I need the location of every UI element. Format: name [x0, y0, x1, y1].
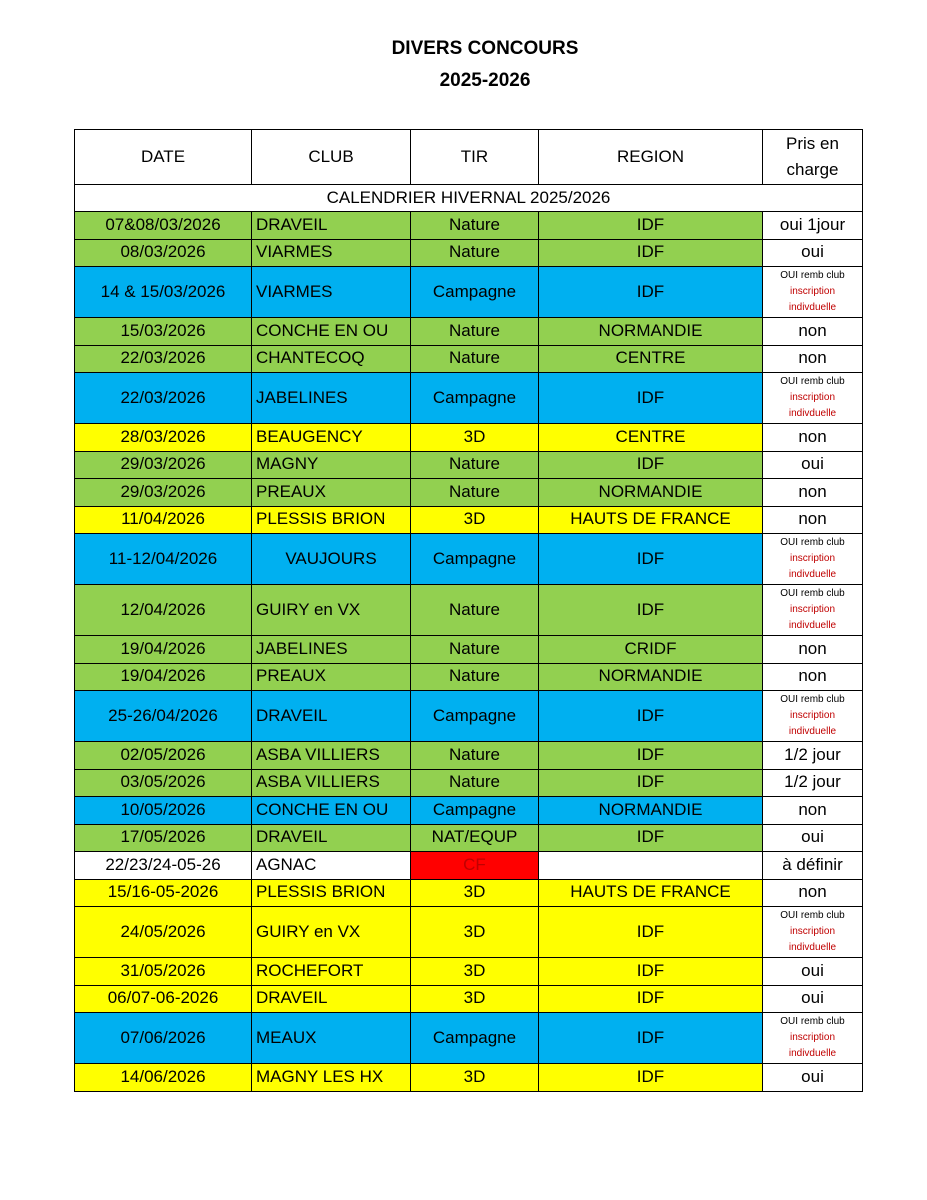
table-row: [75, 534, 863, 585]
cell-tir: 3D: [411, 985, 539, 1013]
cell-date: 07&08/03/2026: [75, 212, 252, 240]
table-row: [75, 424, 863, 452]
note-line: indivduelle: [788, 408, 837, 419]
cell-region: CENTRE: [539, 345, 763, 373]
cell-date: 11-12/04/2026: [75, 534, 252, 585]
cell-region: NORMANDIE: [539, 663, 763, 691]
table-row: [75, 479, 863, 507]
cell-tir: Nature: [411, 212, 539, 240]
cell-prise: oui: [763, 451, 863, 479]
header-tir: TIR: [411, 130, 539, 185]
cell-club: CONCHE EN OU: [252, 318, 411, 346]
table-row: [75, 691, 863, 742]
cell-tir: Nature: [411, 585, 539, 636]
cell-club: PLESSIS BRION: [252, 506, 411, 534]
cell-prise: oui 1jour: [763, 212, 863, 240]
cell-prise: non: [763, 797, 863, 825]
cell-tir: Campagne: [411, 1013, 539, 1064]
cell-tir: Campagne: [411, 267, 539, 318]
cell-region: NORMANDIE: [539, 797, 763, 825]
cell-tir: Campagne: [411, 534, 539, 585]
table-row: [75, 318, 863, 346]
cell-prise: non: [763, 424, 863, 452]
note-line: OUI remb club: [780, 910, 845, 921]
cell-club: PREAUX: [252, 663, 411, 691]
cell-region: CRIDF: [539, 636, 763, 664]
cell-region: HAUTS DE FRANCE: [539, 879, 763, 907]
cell-club: DRAVEIL: [252, 824, 411, 852]
cell-tir: Nature: [411, 345, 539, 373]
cell-tir: Nature: [411, 636, 539, 664]
cell-tir: 3D: [411, 958, 539, 986]
cell-date: 15/16-05-2026: [75, 879, 252, 907]
table-row: [75, 958, 863, 986]
cell-prise: oui: [763, 1064, 863, 1092]
header-prise: Pris en charge: [763, 130, 863, 185]
table-row: [75, 585, 863, 636]
cell-region: IDF: [539, 239, 763, 267]
table-row: [75, 212, 863, 240]
cell-club: MAGNY LES HX: [252, 1064, 411, 1092]
cell-prise: non: [763, 345, 863, 373]
cell-date: 17/05/2026: [75, 824, 252, 852]
table-row: [75, 1013, 863, 1064]
cell-tir: 3D: [411, 1064, 539, 1092]
cell-region: [539, 852, 763, 880]
cell-prise: oui: [763, 958, 863, 986]
cell-region: IDF: [539, 1064, 763, 1092]
cell-prise: oui: [763, 239, 863, 267]
cell-date: 28/03/2026: [75, 424, 252, 452]
cell-date: 14/06/2026: [75, 1064, 252, 1092]
table-row: [75, 852, 863, 880]
cell-club: VIARMES: [252, 267, 411, 318]
note-line: OUI remb club: [780, 376, 845, 387]
cell-date: 08/03/2026: [75, 239, 252, 267]
note-line: inscription: [789, 710, 836, 721]
cell-club: PREAUX: [252, 479, 411, 507]
table-row: [75, 907, 863, 958]
competition-table: [74, 129, 863, 1092]
cell-club: CONCHE EN OU: [252, 797, 411, 825]
table-row: [75, 373, 863, 424]
note-line: inscription: [789, 604, 836, 615]
cell-club: VIARMES: [252, 239, 411, 267]
cell-tir: Campagne: [411, 373, 539, 424]
cell-tir: 3D: [411, 506, 539, 534]
cell-date: 22/23/24-05-26: [75, 852, 252, 880]
cell-date: 14 & 15/03/2026: [75, 267, 252, 318]
cell-prise: oui: [763, 985, 863, 1013]
note-line: indivduelle: [788, 726, 837, 737]
cell-date: 31/05/2026: [75, 958, 252, 986]
cell-club: GUIRY en VX: [252, 907, 411, 958]
cell-club: JABELINES: [252, 636, 411, 664]
cell-date: 25-26/04/2026: [75, 691, 252, 742]
cell-prise: 1/2 jour: [763, 769, 863, 797]
table-row: [75, 636, 863, 664]
cell-date: 12/04/2026: [75, 585, 252, 636]
cell-date: 29/03/2026: [75, 451, 252, 479]
cell-club: ASBA VILLIERS: [252, 742, 411, 770]
cell-tir: Nature: [411, 318, 539, 346]
page-subtitle: 2025-2026: [439, 70, 531, 91]
table-row: [75, 1064, 863, 1092]
cell-date: 19/04/2026: [75, 636, 252, 664]
cell-club: DRAVEIL: [252, 212, 411, 240]
table-row: [75, 451, 863, 479]
note-line: OUI remb club: [780, 1016, 845, 1027]
table-row: [75, 797, 863, 825]
cell-region: IDF: [539, 985, 763, 1013]
cell-region: IDF: [539, 585, 763, 636]
cell-tir: Nature: [411, 742, 539, 770]
cell-region: IDF: [539, 742, 763, 770]
header-date: DATE: [75, 130, 252, 185]
table-row: [75, 239, 863, 267]
cell-prise-note: [763, 691, 863, 742]
table-row: [75, 506, 863, 534]
cell-region: NORMANDIE: [539, 318, 763, 346]
cell-club: GUIRY en VX: [252, 585, 411, 636]
cell-prise: non: [763, 879, 863, 907]
cell-prise: non: [763, 636, 863, 664]
cell-region: HAUTS DE FRANCE: [539, 506, 763, 534]
cell-tir: Nature: [411, 769, 539, 797]
cell-club: DRAVEIL: [252, 691, 411, 742]
note-line: indivduelle: [788, 569, 837, 580]
note-line: OUI remb club: [780, 588, 845, 599]
cell-club: CHANTECOQ: [252, 345, 411, 373]
cell-region: IDF: [539, 907, 763, 958]
cell-club: VAUJOURS: [252, 534, 411, 585]
note-line: indivduelle: [788, 620, 837, 631]
page-title: DIVERS CONCOURS: [391, 38, 579, 59]
cell-tir: 3D: [411, 907, 539, 958]
table-row: [75, 663, 863, 691]
cell-tir: CF: [411, 852, 539, 880]
table-row: [75, 824, 863, 852]
cell-prise: oui: [763, 824, 863, 852]
cell-date: 24/05/2026: [75, 907, 252, 958]
cell-club: DRAVEIL: [252, 985, 411, 1013]
header-club: CLUB: [252, 130, 411, 185]
table-row: [75, 879, 863, 907]
cell-prise: non: [763, 663, 863, 691]
cell-region: NORMANDIE: [539, 479, 763, 507]
cell-date: 22/03/2026: [75, 345, 252, 373]
cell-prise: 1/2 jour: [763, 742, 863, 770]
cell-club: PLESSIS BRION: [252, 879, 411, 907]
note-line: OUI remb club: [780, 537, 845, 548]
cell-club: JABELINES: [252, 373, 411, 424]
note-line: inscription: [789, 286, 836, 297]
cell-region: IDF: [539, 769, 763, 797]
cell-prise-note: [763, 1013, 863, 1064]
cell-tir: Nature: [411, 663, 539, 691]
cell-date: 11/04/2026: [75, 506, 252, 534]
cell-prise-note: [763, 907, 863, 958]
table-row: [75, 742, 863, 770]
cell-club: ASBA VILLIERS: [252, 769, 411, 797]
cell-date: 10/05/2026: [75, 797, 252, 825]
cell-date: 07/06/2026: [75, 1013, 252, 1064]
cell-region: IDF: [539, 1013, 763, 1064]
cell-date: 19/04/2026: [75, 663, 252, 691]
cell-tir: 3D: [411, 424, 539, 452]
cell-prise-note: [763, 267, 863, 318]
table-row: [75, 769, 863, 797]
cell-tir: NAT/EQUP: [411, 824, 539, 852]
cell-tir: Nature: [411, 451, 539, 479]
note-line: inscription: [789, 926, 836, 937]
table-row: [75, 985, 863, 1013]
cell-tir: Nature: [411, 479, 539, 507]
cell-region: IDF: [539, 451, 763, 479]
cell-date: 02/05/2026: [75, 742, 252, 770]
calendar-label: CALENDRIER HIVERNAL 2025/2026: [75, 185, 863, 212]
cell-tir: Campagne: [411, 691, 539, 742]
note-line: inscription: [789, 1032, 836, 1043]
cell-region: IDF: [539, 824, 763, 852]
cell-tir: 3D: [411, 879, 539, 907]
cell-date: 29/03/2026: [75, 479, 252, 507]
cell-prise-note: [763, 534, 863, 585]
cell-prise-note: [763, 585, 863, 636]
cell-prise: non: [763, 318, 863, 346]
note-line: indivduelle: [788, 302, 837, 313]
note-line: indivduelle: [788, 942, 837, 953]
table-row: [75, 267, 863, 318]
note-line: inscription: [789, 392, 836, 403]
cell-club: AGNAC: [252, 852, 411, 880]
cell-club: MAGNY: [252, 451, 411, 479]
cell-region: IDF: [539, 267, 763, 318]
cell-region: IDF: [539, 958, 763, 986]
cell-date: 03/05/2026: [75, 769, 252, 797]
cell-date: 22/03/2026: [75, 373, 252, 424]
note-line: inscription: [789, 553, 836, 564]
cell-region: IDF: [539, 373, 763, 424]
cell-club: MEAUX: [252, 1013, 411, 1064]
cell-prise-note: [763, 373, 863, 424]
cell-region: IDF: [539, 534, 763, 585]
cell-region: IDF: [539, 212, 763, 240]
note-line: indivduelle: [788, 1048, 837, 1059]
note-line: OUI remb club: [780, 270, 845, 281]
header-region: REGION: [539, 130, 763, 185]
cell-prise: non: [763, 506, 863, 534]
cell-club: ROCHEFORT: [252, 958, 411, 986]
table-row: [75, 345, 863, 373]
calendar-row: [75, 185, 863, 212]
table-header-row: [75, 130, 863, 185]
cell-region: CENTRE: [539, 424, 763, 452]
cell-region: IDF: [539, 691, 763, 742]
cell-date: 06/07-06-2026: [75, 985, 252, 1013]
cell-club: BEAUGENCY: [252, 424, 411, 452]
note-line: OUI remb club: [780, 694, 845, 705]
cell-prise: non: [763, 479, 863, 507]
cell-date: 15/03/2026: [75, 318, 252, 346]
cell-prise: à définir: [763, 852, 863, 880]
cell-tir: Nature: [411, 239, 539, 267]
cell-tir: Campagne: [411, 797, 539, 825]
